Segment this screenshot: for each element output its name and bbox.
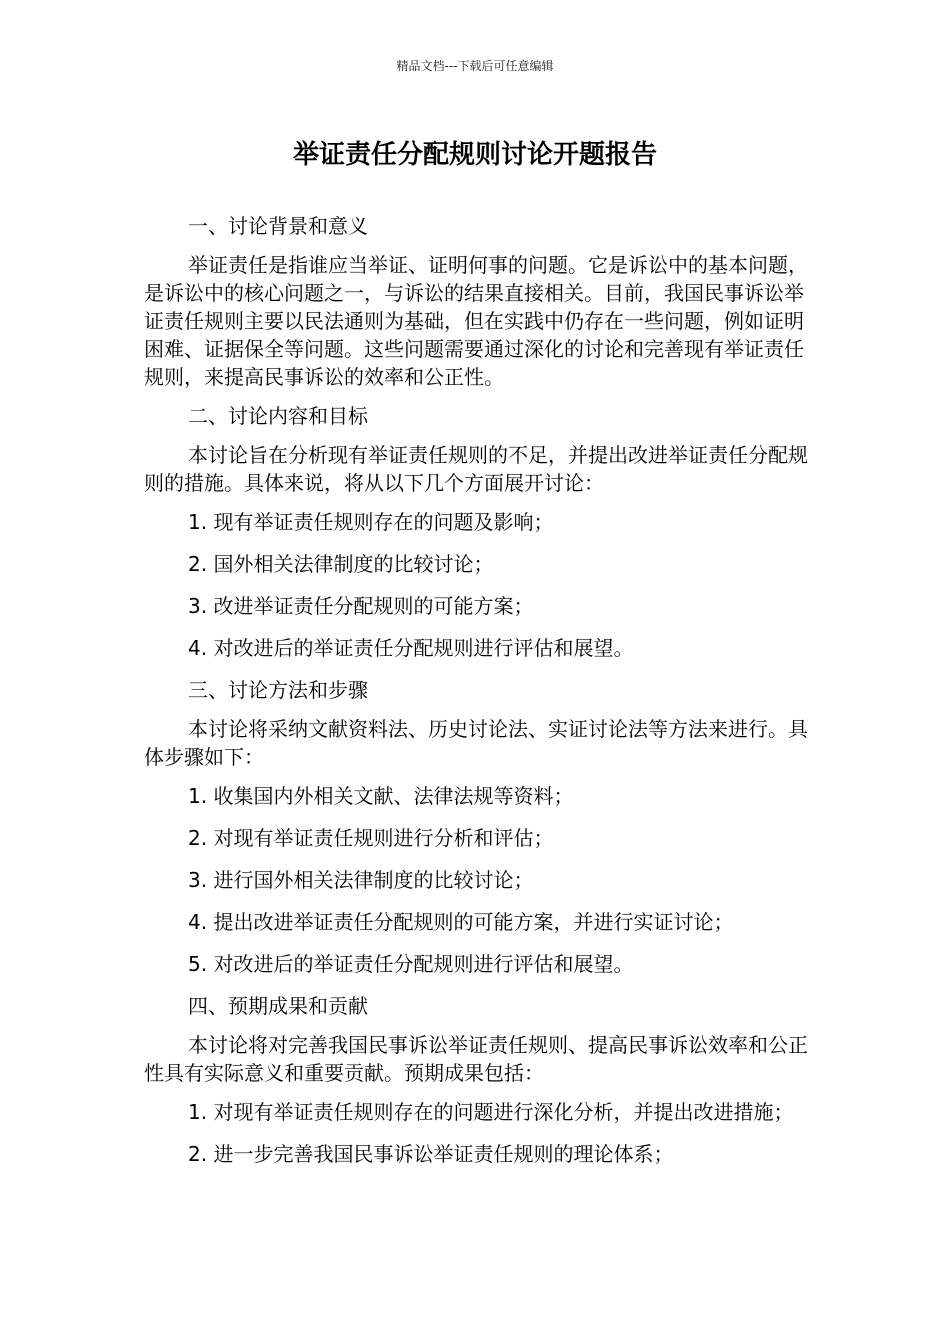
paragraph-outcomes: 本讨论将对完善我国民事诉讼举证责任规则、提高民事诉讼效率和公正性具有实际意义和重要贡献。预期成果包括： [144, 1033, 808, 1085]
document-body [144, 212, 808, 1182]
list-item: 2. 对现有举证责任规则进行分析和评估； [188, 826, 554, 850]
header-note: 精品文档---下载后可任意编辑 [396, 59, 554, 73]
section-heading-methods: 三、讨论方法和步骤 [188, 678, 368, 702]
paragraph-methods: 本讨论将采纳文献资料法、历史讨论法、实证讨论法等方法来进行。具体步骤如下： [144, 717, 808, 769]
section-heading-outcomes: 四、预期成果和贡献 [188, 994, 368, 1018]
paragraph-background: 举证责任是指谁应当举证、证明何事的问题。它是诉讼中的基本问题，是诉讼中的核心问题之一，与诉讼的结果直接相关。目前，我国民事诉讼举证责任规则主要以民法通则为基础，但在实践中仍存在一些问题，例如证明困难、证据保全等问题。这些问题需要通过深化的讨论和完善现有举证责任规则，来提高民事诉讼的效率和公正性。 [144, 253, 808, 389]
list-item: 2. 国外相关法律制度的比较讨论； [188, 552, 494, 576]
list-item: 1. 收集国内外相关文献、法律法规等资料； [188, 784, 574, 808]
list-item: 1. 对现有举证责任规则存在的问题进行深化分析，并提出改进措施； [188, 1100, 794, 1124]
list-item: 3. 进行国外相关法律制度的比较讨论； [188, 868, 534, 892]
section-heading-content-goals: 二、讨论内容和目标 [188, 404, 368, 428]
list-item: 4. 对改进后的举证责任分配规则进行评估和展望。 [188, 636, 634, 660]
list-item: 2. 进一步完善我国民事诉讼举证责任规则的理论体系； [188, 1142, 674, 1166]
list-item: 1. 现有举证责任规则存在的问题及影响； [188, 510, 554, 534]
list-item: 4. 提出改进举证责任分配规则的可能方案，并进行实证讨论； [188, 910, 734, 934]
paragraph-content-goals: 本讨论旨在分析现有举证责任规则的不足，并提出改进举证责任分配规则的措施。具体来说，将从以下几个方面展开讨论： [144, 443, 808, 495]
list-item: 3. 改进举证责任分配规则的可能方案； [188, 594, 534, 618]
document-title: 举证责任分配规则讨论开题报告 [292, 140, 657, 170]
section-heading-background: 一、讨论背景和意义 [188, 214, 368, 238]
list-item: 5. 对改进后的举证责任分配规则进行评估和展望。 [188, 952, 634, 976]
